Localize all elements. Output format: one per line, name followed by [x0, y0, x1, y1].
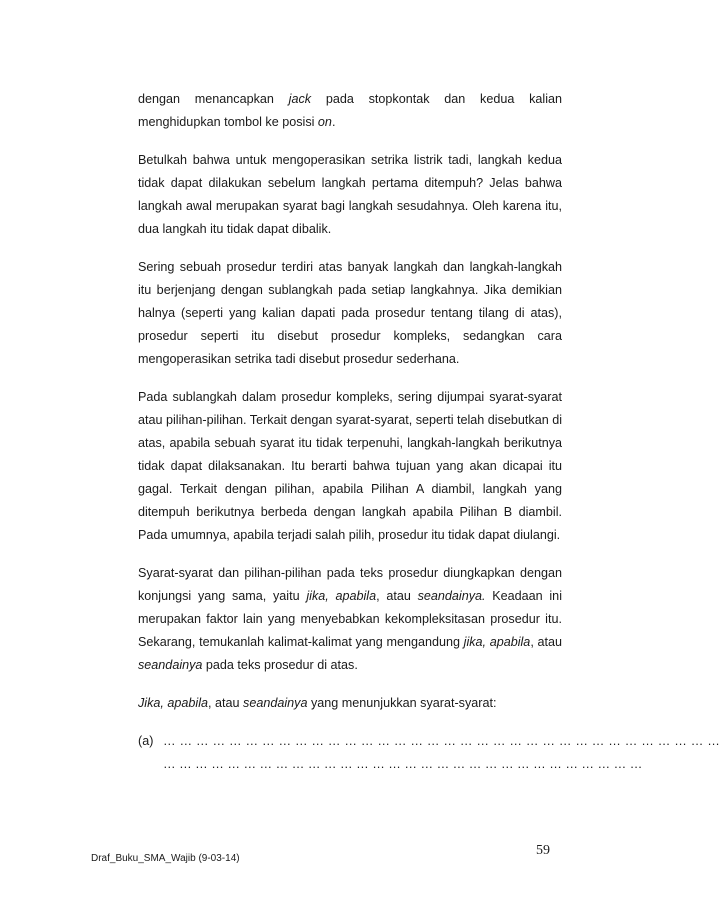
italic-term: jika, apabila: [463, 635, 531, 649]
footer-draft-label: Draf_Buku_SMA_Wajib (9-03-14): [91, 853, 240, 864]
text-span: Keadaan ini merupakan faktor lain yang menyebabkan kekompleksitasan prosedur itu. Sekarang, temukanlah kalimat-kalimat yang mengandung: [138, 589, 562, 649]
italic-term: seandainya.: [417, 589, 486, 603]
item-label: (a): [138, 734, 154, 748]
page-number: 59: [536, 843, 550, 858]
italic-term: seandainya: [243, 696, 308, 710]
text-span: .: [331, 115, 336, 129]
page-content: [138, 88, 720, 776]
paragraph-2: Betulkah bahwa untuk mengoperasikan setrika listrik tadi, langkah kedua tidak dapat dilakukan sebelum langkah pertama ditempuh? Jelas bahwa langkah awal merupakan syarat bagi langkah sesudahnya. Oleh karena itu, dua langkah itu tidak dapat dibalik.: [138, 153, 562, 236]
text-span: Syarat-syarat dan pilihan-pilihan pada teks prosedur diungkapkan dengan konjungsi yang sama, yaitu: [138, 566, 562, 603]
paragraph-6: [138, 692, 562, 715]
text-span: , atau: [376, 589, 418, 603]
text-span: pada teks prosedur di atas.: [202, 658, 358, 672]
text-span: , atau: [530, 635, 563, 649]
answer-blank-line-1: … … … … … … … … … … … … … … … … … … … … … … … … … … … … … … … … … …: [163, 734, 720, 748]
answer-blank-line-2: … … … … … … … … … … … … … … … … … … … … … … … … … … … … … …: [163, 757, 643, 771]
text-span: pada stopkontak dan kedua kalian menghidupkan tombol ke posisi: [138, 92, 562, 129]
italic-term: Jika, apabila: [138, 696, 209, 710]
text-span: yang menunjukkan syarat-syarat:: [307, 696, 497, 710]
exercise-item-a: [138, 730, 720, 776]
paragraph-3: Sering sebuah prosedur terdiri atas banyak langkah dan langkah-langkah itu berjenjang dengan sublangkah pada setiap langkahnya. Jika demikian halnya (seperti yang kalian dapati pada prosedur tentang tilang di atas), prosedur seperti itu disebut prosedur kompleks, sedangkan cara mengoperasikan setrika tadi disebut prosedur sederhana.: [138, 260, 562, 366]
italic-term-on: on: [317, 115, 332, 129]
text-span: , atau: [208, 696, 244, 710]
italic-term-jack: jack: [288, 92, 312, 106]
italic-term: jika, apabila: [306, 589, 377, 603]
paragraph-4: Pada sublangkah dalam prosedur kompleks, sering dijumpai syarat-syarat atau pilihan-pilihan. Terkait dengan syarat-syarat, seperti telah disebutkan di atas, apabila sebuah syarat itu tidak terpenuhi, langkah-langkah berikutnya tidak dapat dilaksanakan. Itu berarti bahwa tujuan yang akan dicapai itu gagal. Terkait dengan pilihan, apabila Pilihan A diambil, langkah yang ditempuh berikutnya berbeda dengan langkah apabila Pilihan B diambil. Pada umumnya, apabila terjadi salah pilih, prosedur itu tidak dapat diulangi.: [138, 390, 563, 542]
italic-term: seandainya: [138, 658, 203, 672]
paragraph-5: [138, 562, 562, 677]
paragraph-1: [138, 88, 562, 134]
text-span: dengan menancapkan: [138, 92, 289, 106]
